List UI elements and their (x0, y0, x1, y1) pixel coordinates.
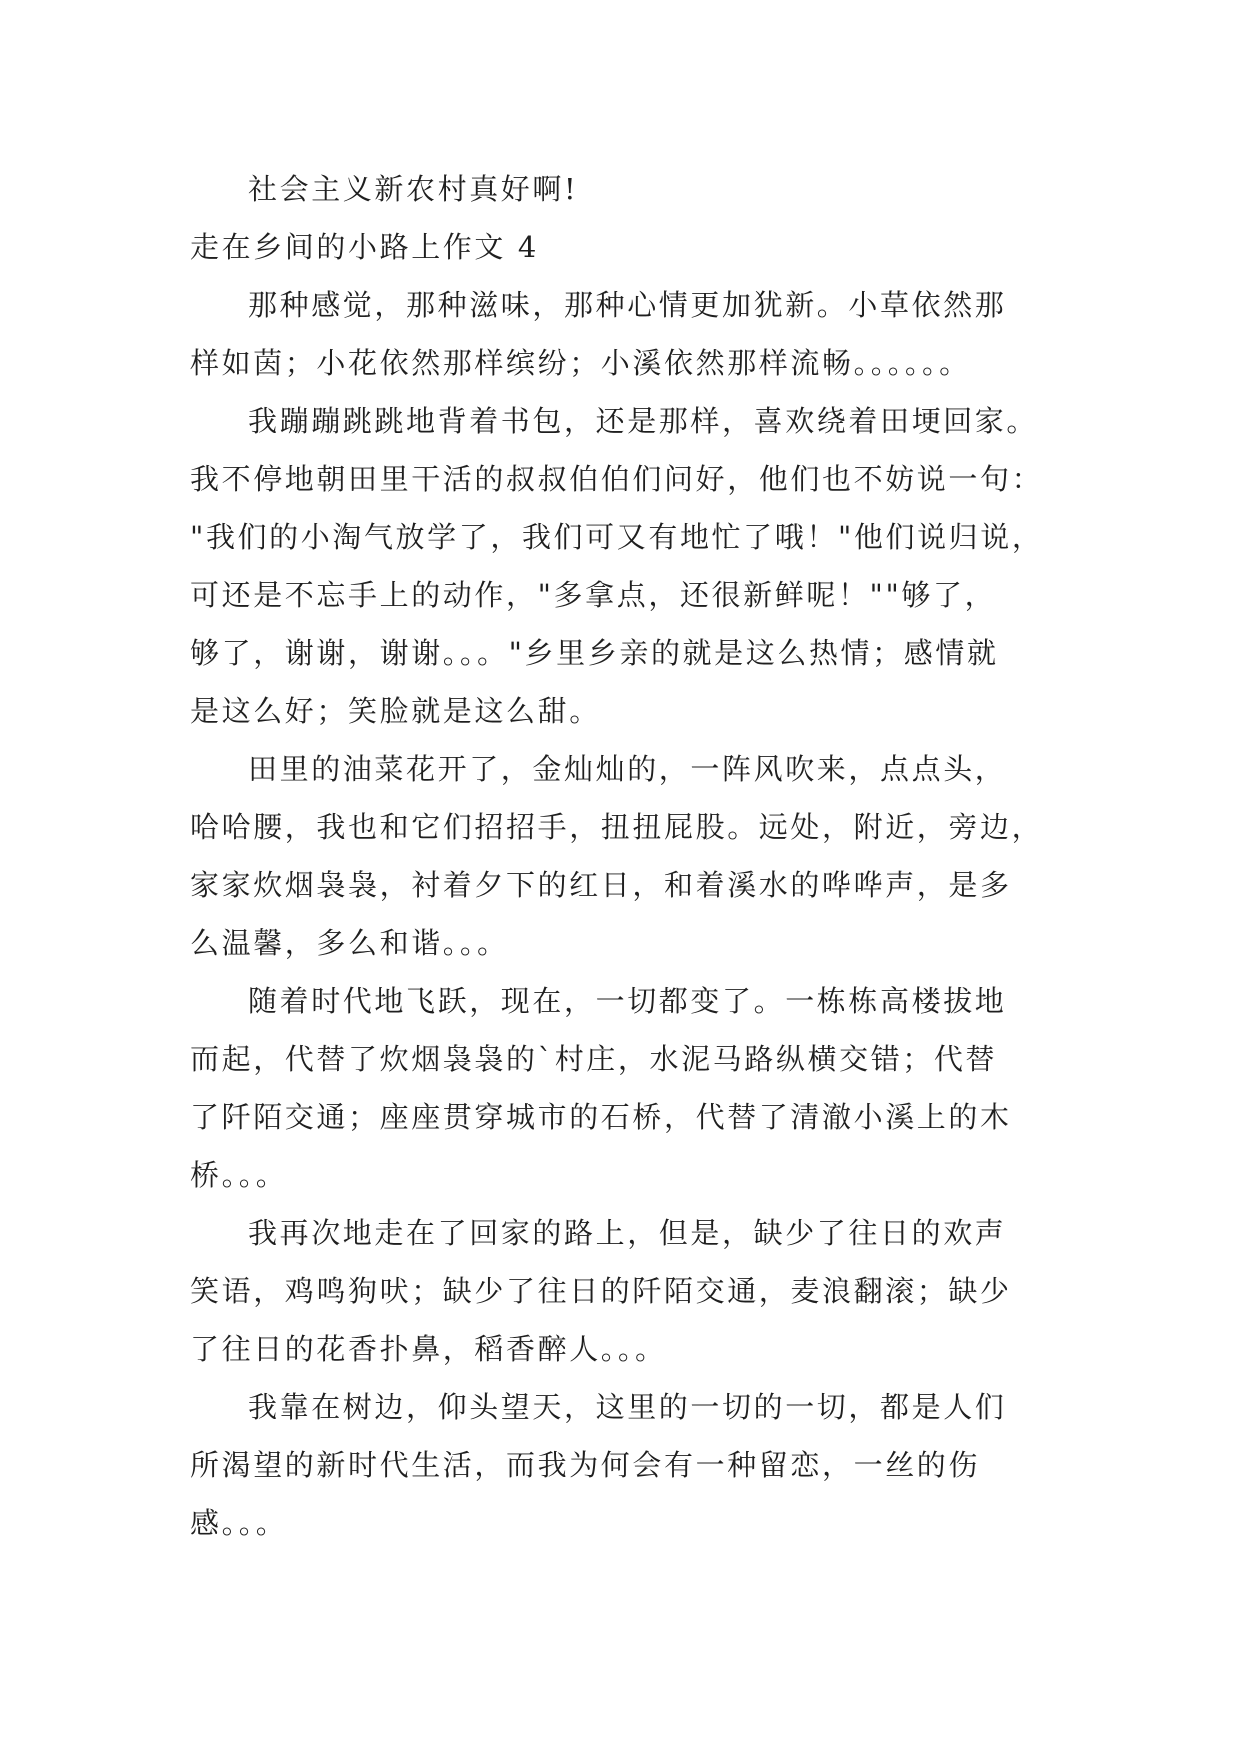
text-line: 桥。。。 (190, 1158, 288, 1192)
paragraph-2 (190, 392, 1060, 740)
closing-line (190, 160, 1060, 218)
text-line: 那种感觉，那种滋味，那种心情更加犹新。小草依然那 (248, 288, 1007, 322)
title-text: 走在乡间的小路上作文 4 (190, 230, 539, 264)
text-line: 了阡陌交通；座座贯穿城市的石桥，代替了清澈小溪上的木 (190, 1100, 1012, 1134)
text-line: 可还是不忘手上的动作，"多拿点，还很新鲜呢！""够了， (190, 578, 997, 612)
text-line: 我靠在树边，仰头望天，这里的一切的一切，都是人们 (248, 1390, 1007, 1424)
text-line: 我蹦蹦跳跳地背着书包，还是那样，喜欢绕着田埂回家。 (248, 404, 1039, 438)
text-line: 我再次地走在了回家的路上，但是，缺少了往日的欢声 (248, 1216, 1007, 1250)
paragraph-1 (190, 276, 1060, 392)
essay-title (190, 218, 1060, 276)
paragraph-3 (190, 740, 1060, 972)
text-line: 田里的油菜花开了，金灿灿的，一阵风吹来，点点头， (248, 752, 1007, 786)
text-line: 哈哈腰，我也和它们招招手，扭扭屁股。远处，附近，旁边， (190, 810, 1044, 844)
text-line: 笑语，鸡鸣狗吠；缺少了往日的阡陌交通，麦浪翻滚；缺少 (190, 1274, 1012, 1308)
paragraph-4 (190, 972, 1060, 1204)
document-body (190, 160, 1060, 1552)
text-line: 家家炊烟袅袅，衬着夕下的红日，和着溪水的哗哗声，是多 (190, 868, 1012, 902)
text-line: 样如茵；小花依然那样缤纷；小溪依然那样流畅。。。。。。 (190, 346, 971, 380)
text-line: 够了，谢谢，谢谢。。。"乡里乡亲的就是这么热情；感情就 (190, 636, 999, 670)
text-line: 么温馨，多么和谐。。。 (190, 926, 509, 960)
text-line: 我不停地朝田里干活的叔叔伯伯们问好，他们也不妨说一句： (190, 462, 1044, 496)
text-line: 所渴望的新时代生活，而我为何会有一种留恋，一丝的伤 (190, 1448, 981, 1482)
text-line: 随着时代地飞跃，现在，一切都变了。一栋栋高楼拔地 (248, 984, 1007, 1018)
paragraph-5 (190, 1204, 1060, 1378)
text-line: 是这么好；笑脸就是这么甜。 (190, 694, 601, 728)
paragraph-6 (190, 1378, 1060, 1552)
text-line: 而起，代替了炊烟袅袅的`村庄，水泥马路纵横交错；代替 (190, 1042, 998, 1076)
text-line: 社会主义新农村真好啊! (248, 172, 579, 206)
text-line: 了往日的花香扑鼻，稻香醉人。。。 (190, 1332, 667, 1366)
text-line: 感。。。 (190, 1506, 288, 1540)
text-line: "我们的小淘气放学了，我们可又有地忙了哦！"他们说归说， (190, 520, 1044, 554)
